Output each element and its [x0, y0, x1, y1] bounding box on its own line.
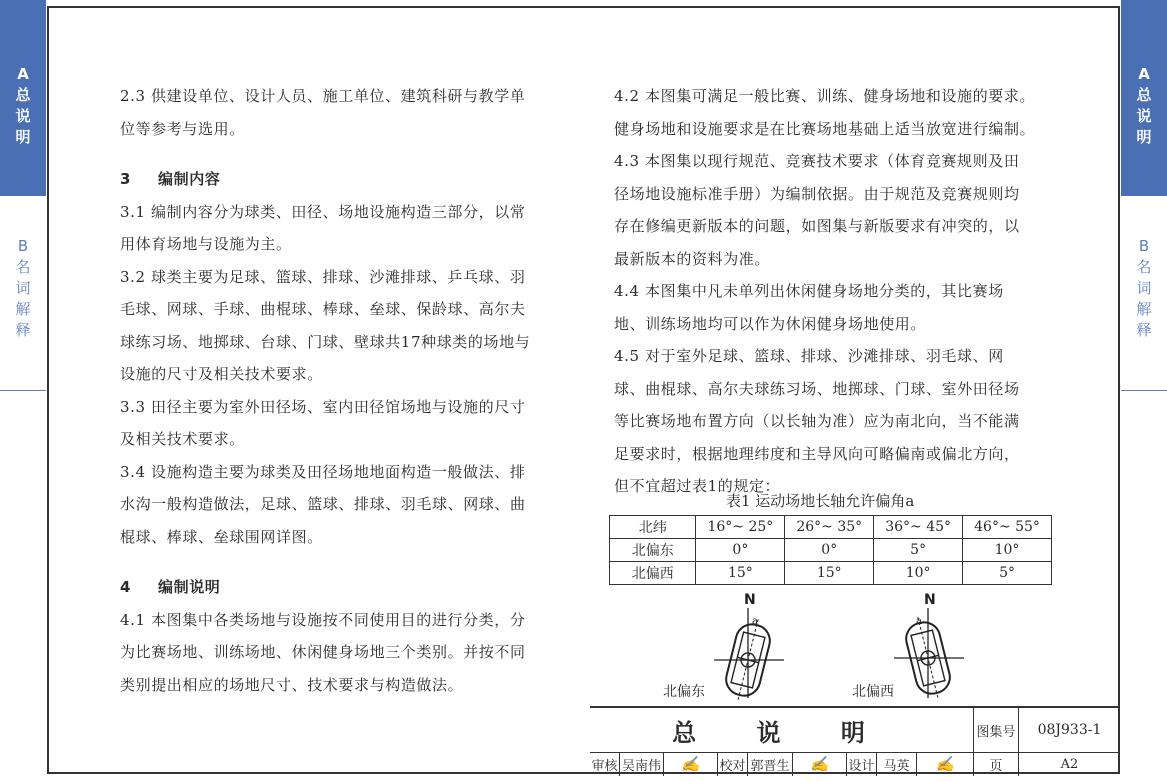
table-cell: 0° — [785, 539, 874, 562]
paragraph: 健身场地和设施要求是在比赛场地基础上适当放宽进行编制。 — [614, 119, 1036, 138]
diagram-label-east: 北偏东 — [663, 684, 705, 700]
paragraph: 足要求时，根据地理纬度和主导风向可略偏南或偏北方向， — [614, 444, 1020, 463]
design-label: 设计 — [847, 752, 877, 776]
tab-b-char: 名 — [1136, 258, 1152, 276]
tab-a-char: 说 — [15, 107, 31, 125]
paragraph: 水沟一般构造做法，足球、篮球、排球、羽毛球、网球、曲 — [120, 495, 526, 513]
table-cell: 北偏西 — [610, 562, 696, 585]
table-cell: 10° — [963, 539, 1052, 562]
tab-b-char: 解 — [15, 300, 31, 318]
reviewer-name: 吴南伟 — [620, 752, 664, 776]
title-block — [590, 706, 1120, 774]
tab-b-left[interactable] — [0, 196, 46, 390]
north-label: N — [924, 592, 936, 608]
paragraph: 等比赛场地布置方向（以长轴为准）应为南北向，当不能满 — [614, 412, 1020, 430]
proofer-signature: ✍ — [793, 752, 847, 776]
table-row — [610, 516, 1052, 539]
diagram-label-west: 北偏西 — [852, 684, 894, 700]
tab-a-left[interactable] — [0, 0, 46, 196]
table-row — [610, 539, 1052, 562]
paragraph: 4.5 对于室外足球、篮球、排球、沙滩排球、羽毛球、网 — [614, 347, 1004, 365]
table-cell: 北偏东 — [610, 539, 696, 562]
paragraph: 用体育场地与设施为主。 — [120, 235, 292, 253]
paragraph: 设施的尺寸及相关技术要求。 — [120, 365, 323, 383]
tab-separator-right — [1121, 390, 1167, 391]
paragraph: 存在修编更新版本的问题，如图集与新版要求有冲突的，以 — [614, 217, 1020, 235]
tab-b-char: 解 — [1136, 300, 1152, 318]
tab-b-char: 名 — [15, 258, 31, 276]
right-column — [614, 80, 1084, 503]
paragraph: 3.3 田径主要为室外田径场、室内田径馆场地与设施的尺寸 — [120, 397, 526, 416]
table-cell: 26°~ 35° — [785, 516, 874, 539]
paragraph: 及相关技术要求。 — [120, 430, 245, 448]
paragraph: 但不宜超过表1的规定： — [614, 477, 781, 495]
paragraph: 位等参考与选用。 — [120, 119, 245, 138]
proof-label: 校对 — [718, 752, 748, 776]
table-cell: 5° — [963, 562, 1052, 585]
paragraph: 棍球、棒球、垒球围网详图。 — [120, 527, 323, 546]
paragraph: 4.3 本图集以现行规范、竞赛技术要求（体育竞赛规则及田 — [614, 152, 1020, 170]
table-cell: 5° — [874, 539, 963, 562]
table-cell: 0° — [696, 539, 785, 562]
north-label: N — [744, 592, 756, 608]
table-cell: 10° — [874, 562, 963, 585]
table-cell: 15° — [785, 562, 874, 585]
sheet-title-cell — [590, 708, 974, 752]
atlas-number: 08J933-1 — [1037, 722, 1102, 738]
table-row — [610, 562, 1052, 585]
table-cell: 46°~ 55° — [963, 516, 1052, 539]
designer-name: 马英 — [877, 752, 917, 776]
designer-signature: ✍ — [917, 752, 974, 776]
paragraph: 为比赛场地、训练场地、休闲健身场地三个类别。并按不同 — [120, 643, 526, 661]
tab-a-letter: A — [17, 65, 29, 83]
tab-b-letter: B — [1138, 237, 1150, 255]
table-caption: 表1 运动场地长轴允许偏角a — [726, 492, 915, 510]
section-number: 4 — [120, 578, 132, 596]
orientation-diagram-east — [700, 590, 800, 700]
review-label: 审核 — [590, 752, 620, 776]
paragraph: 球练习场、地掷球、台球、门球、壁球共17种球类的场地与 — [120, 332, 531, 351]
tab-b-char: 释 — [1136, 321, 1152, 339]
paragraph: 球、曲棍球、高尔夫球练习场、地掷球、门球、室外田径场 — [614, 379, 1020, 398]
tab-b-char: 释 — [15, 321, 31, 339]
tab-a-char: 总 — [1136, 86, 1152, 104]
angle-label: a — [752, 616, 758, 627]
paragraph: 地、训练场地均可以作为休闲健身场地使用。 — [614, 314, 927, 333]
tab-a-letter: A — [1138, 65, 1150, 83]
deviation-table — [609, 515, 1052, 585]
tab-b-letter: B — [17, 237, 29, 255]
proofer-name: 郭晋生 — [748, 752, 793, 776]
sheet-title: 总 说 明 — [672, 718, 891, 747]
paragraph: 2.3 供建设单位、设计人员、施工单位、建筑科研与教学单 — [120, 87, 526, 105]
section-number: 3 — [120, 170, 132, 188]
tab-a-right[interactable] — [1121, 0, 1167, 196]
paragraph: 4.1 本图集中各类场地与设施按不同使用目的进行分类，分 — [120, 610, 526, 629]
paragraph: 3.1 编制内容分为球类、田径、场地设施构造三部分，以常 — [120, 202, 526, 221]
orientation-diagram-west — [880, 590, 980, 700]
tab-a-char: 说 — [1136, 107, 1152, 125]
tab-b-char: 词 — [15, 279, 31, 297]
tab-b-char: 词 — [1136, 279, 1152, 297]
tab-separator-left — [0, 390, 46, 391]
tab-a-char: 明 — [1136, 128, 1152, 146]
paragraph: 类别提出相应的场地尺寸、技术要求与构造做法。 — [120, 675, 464, 694]
table-cell: 36°~ 45° — [874, 516, 963, 539]
section-title: 编制说明 — [158, 578, 221, 596]
angle-label: a — [916, 616, 922, 627]
section-heading — [120, 163, 568, 196]
table-cell: 15° — [696, 562, 785, 585]
atlas-label: 图集号 — [974, 708, 1019, 752]
paragraph: 4.4 本图集中凡未单列出休闲健身场地分类的，其比赛场 — [614, 282, 1004, 300]
tab-a-char: 总 — [15, 86, 31, 104]
page-number: A2 — [1060, 756, 1079, 772]
section-heading — [120, 571, 568, 604]
table-cell: 北纬 — [610, 516, 696, 539]
reviewer-signature: ✍ — [664, 752, 718, 776]
table-cell: 16°~ 25° — [696, 516, 785, 539]
page-label: 页 — [974, 752, 1019, 776]
left-column — [120, 80, 568, 701]
tab-a-char: 明 — [15, 128, 31, 146]
paragraph: 3.4 设施构造主要为球类及田径场地地面构造一般做法、排 — [120, 462, 526, 481]
paragraph: 最新版本的资料为准。 — [614, 249, 771, 268]
paragraph: 4.2 本图集可满足一般比赛、训练、健身场地和设施的要求。 — [614, 87, 1036, 105]
section-title: 编制内容 — [158, 170, 221, 188]
paragraph: 毛球、网球、手球、曲棍球、棒球、垒球、保龄球、高尔夫 — [120, 300, 526, 318]
paragraph: 3.2 球类主要为足球、篮球、排球、沙滩排球、乒乓球、羽 — [120, 267, 526, 286]
tab-b-right[interactable] — [1121, 196, 1167, 390]
paragraph: 径场地设施标准手册）为编制依据。由于规范及竞赛规则均 — [614, 184, 1020, 203]
